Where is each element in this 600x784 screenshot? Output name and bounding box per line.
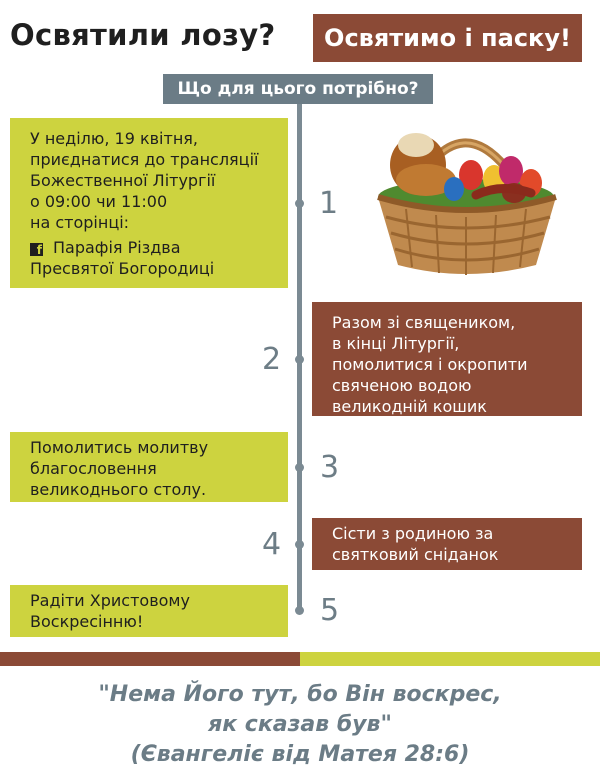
parish-link-line-1: Парафія Різдва [53,238,181,257]
step-2-line: помолитися і окропити [332,355,528,374]
step-2-line: великодній кошик [332,397,487,416]
step-2-line: Разом зі священиком, [332,313,516,332]
step-1-line: о 09:00 чи 11:00 [30,192,168,211]
step-5-line: Радіти Христовому [30,591,190,610]
step-2-box [312,302,582,416]
quote-line-2: як сказав був" [208,712,392,737]
timeline-dot-1 [295,199,304,208]
title-right-banner [313,14,582,62]
subtitle-banner [163,74,433,104]
step-5-line: Воскресінню! [30,612,144,631]
parish-link[interactable] [30,237,288,258]
step-number-4: 4 [262,527,282,562]
step-number-3: 3 [320,450,340,485]
step-2-line: в кінці Літургії, [332,334,460,353]
title-left: Освятили лозу? [10,18,276,52]
step-1-line: приєднатися до трансляції [30,150,259,169]
step-4-line: Сісти з родиною за [332,524,494,543]
step-4-box [312,518,582,570]
footer-bar-green [300,652,600,666]
step-3-line: благословення [30,459,157,478]
quote-line-1: "Нема Його тут, бо Він воскрес, [98,682,502,707]
step-1-line: на сторінці: [30,213,130,232]
step-number-1: 1 [319,186,339,221]
step-2-line: свяченою водою [332,376,472,395]
step-number-5: 5 [320,593,340,628]
title-right-label: Освятимо і паску! [324,24,571,52]
step-1-box [10,118,288,288]
timeline-dot-2 [295,355,304,364]
step-3-line: великоднього столу. [30,480,207,499]
timeline-dot-4 [295,540,304,549]
facebook-icon: f [30,243,43,256]
step-1-line: У неділю, 19 квітня, [30,129,198,148]
timeline-dot-5 [295,606,304,615]
parish-link-line-2: Пресвятої Богородиці [30,259,215,278]
step-number-2: 2 [262,342,282,377]
step-4-line: святковий сніданок [332,545,499,564]
step-3-line: Помолитись молитву [30,438,209,457]
easter-basket-illustration [366,105,566,285]
quote-reference: (Євангеліє від Матея 28:6) [130,742,470,767]
subtitle-label: Що для цього потрібно? [177,79,419,99]
timeline-dot-3 [295,463,304,472]
scripture-quote [0,680,600,770]
step-3-box [10,432,288,502]
step-5-box [10,585,288,637]
step-1-line: Божественної Літургії [30,171,216,190]
footer-bar-brown [0,652,300,666]
